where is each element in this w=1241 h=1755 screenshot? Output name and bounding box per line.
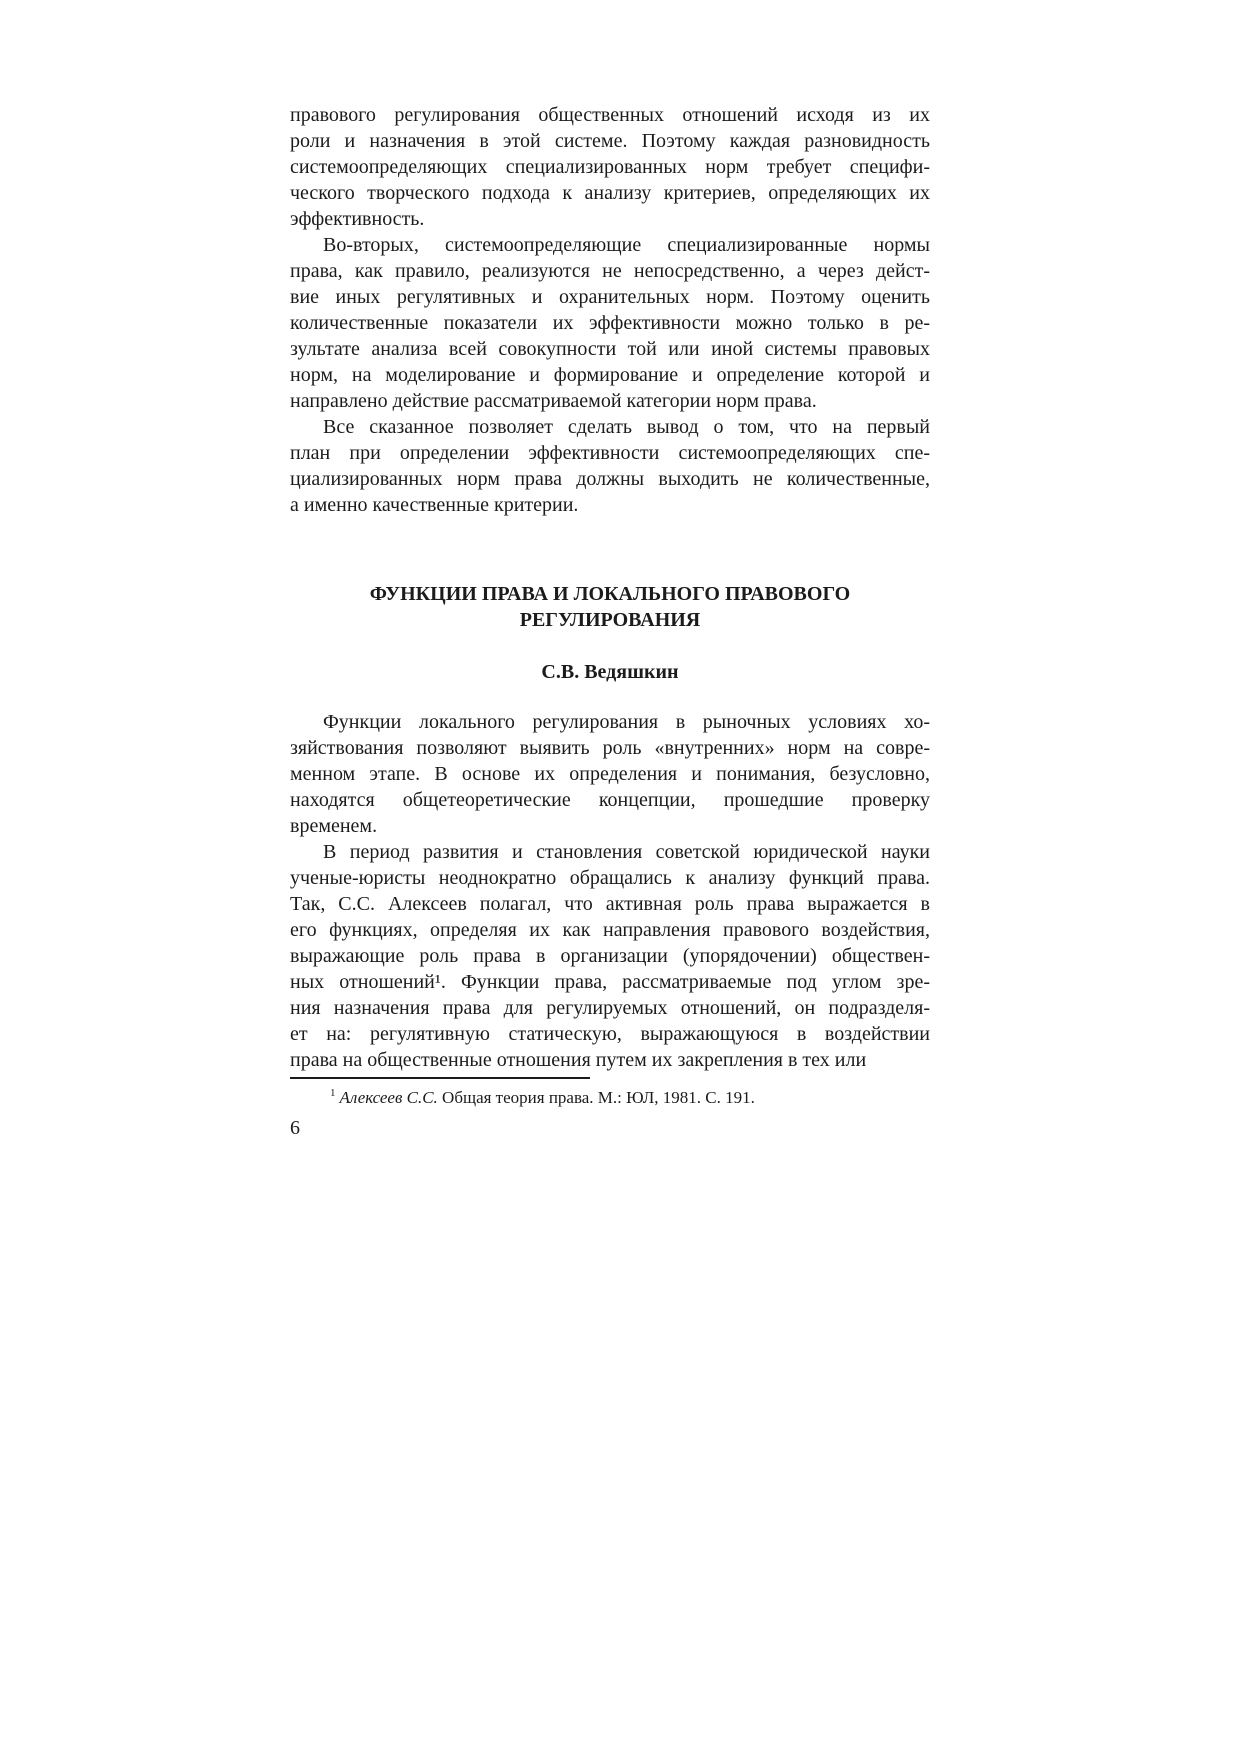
text-line: циализированных норм права должны выходить не количественные, — [290, 468, 930, 490]
text-line: ет на: регулятивную статическую, выражающуюся в воздействии — [290, 1023, 930, 1045]
text-line: системоопределяющих специализированных норм требует специфи- — [290, 156, 930, 178]
section-title-line-2: РЕГУЛИРОВАНИЯ — [519, 609, 701, 631]
text-line: Функции локального регулирования в рыночных условиях хо- — [323, 711, 930, 733]
text-line: роли и назначения в этой системе. Поэтому каждая разновидность — [290, 130, 930, 152]
text-line: зультате анализа всей совокупности той или иной системы правовых — [290, 338, 930, 360]
text-line: направлено действие рассматриваемой категории норм права. — [290, 390, 817, 412]
text-line: Так, С.С. Алексеев полагал, что активная роль права выражается в — [290, 893, 930, 915]
footnote-reference-text: Общая теория права. М.: ЮЛ, 1981. С. 191. — [437, 1088, 755, 1107]
text-line: Во-вторых, системоопределяющие специализированные нормы — [323, 234, 930, 256]
paragraph-continuation — [290, 102, 930, 232]
text-line: правового регулирования общественных отношений исходя из их — [290, 104, 930, 126]
page-number: 6 — [290, 1117, 300, 1139]
footnote — [290, 1087, 930, 1109]
text-line: эффективность. — [290, 208, 425, 230]
text-line: а именно качественные критерии. — [290, 494, 579, 516]
footnote-divider — [290, 1077, 590, 1079]
text-line: права, как правило, реализуются не непосредственно, а через дейст- — [290, 260, 930, 282]
text-line: вие иных регулятивных и охранительных норм. Поэтому оценить — [290, 286, 930, 308]
text-line: ния назначения права для регулируемых отношений, он подразделя- — [290, 997, 930, 1019]
text-line: временем. — [290, 815, 378, 837]
author-name: С.В. Ведяшкин — [541, 661, 679, 683]
footnote-author: Алексеев С.С. — [339, 1088, 438, 1107]
paragraph-soviet-science — [290, 839, 930, 1073]
text-line: менном этапе. В основе их определения и понимания, безусловно, — [290, 763, 930, 785]
text-line: Все сказанное позволяет сделать вывод о том, что на первый — [323, 416, 930, 438]
section-title — [290, 581, 930, 633]
text-line: его функциях, определяя их как направления правового воздействия, — [290, 919, 930, 941]
text-line: ученые-юристы неоднократно обращались к анализу функций права. — [290, 867, 930, 889]
text-line: ных отношений¹. Функции права, рассматриваемые под углом зре- — [290, 971, 930, 993]
text-block — [290, 102, 930, 1141]
text-line: находятся общетеоретические концепции, прошедшие проверку — [290, 789, 930, 811]
section-title-line-1: ФУНКЦИИ ПРАВА И ЛОКАЛЬНОГО ПРАВОВОГО — [369, 583, 851, 605]
text-line: норм, на моделирование и формирование и определение которой и — [290, 364, 930, 386]
text-line: права на общественные отношения путем их закрепления в тех или — [290, 1049, 867, 1071]
text-line: В период развития и становления советской юридической науки — [323, 841, 930, 863]
text-line: план при определении эффективности системоопределяющих спе- — [290, 442, 930, 464]
paragraph-vo-vtorykh — [290, 232, 930, 414]
footnote-marker: 1 — [330, 1087, 336, 1100]
text-line: количественные показатели их эффективности можно только в ре- — [290, 312, 930, 334]
paragraph-functions-intro — [290, 709, 930, 839]
text-line: ческого творческого подхода к анализу критериев, определяющих их — [290, 182, 930, 204]
paragraph-conclusion — [290, 414, 930, 518]
text-line: зяйствования позволяют выявить роль «внутренних» норм на совре- — [290, 737, 930, 759]
text-line: выражающие роль права в организации (упорядочении) обществен- — [290, 945, 930, 967]
